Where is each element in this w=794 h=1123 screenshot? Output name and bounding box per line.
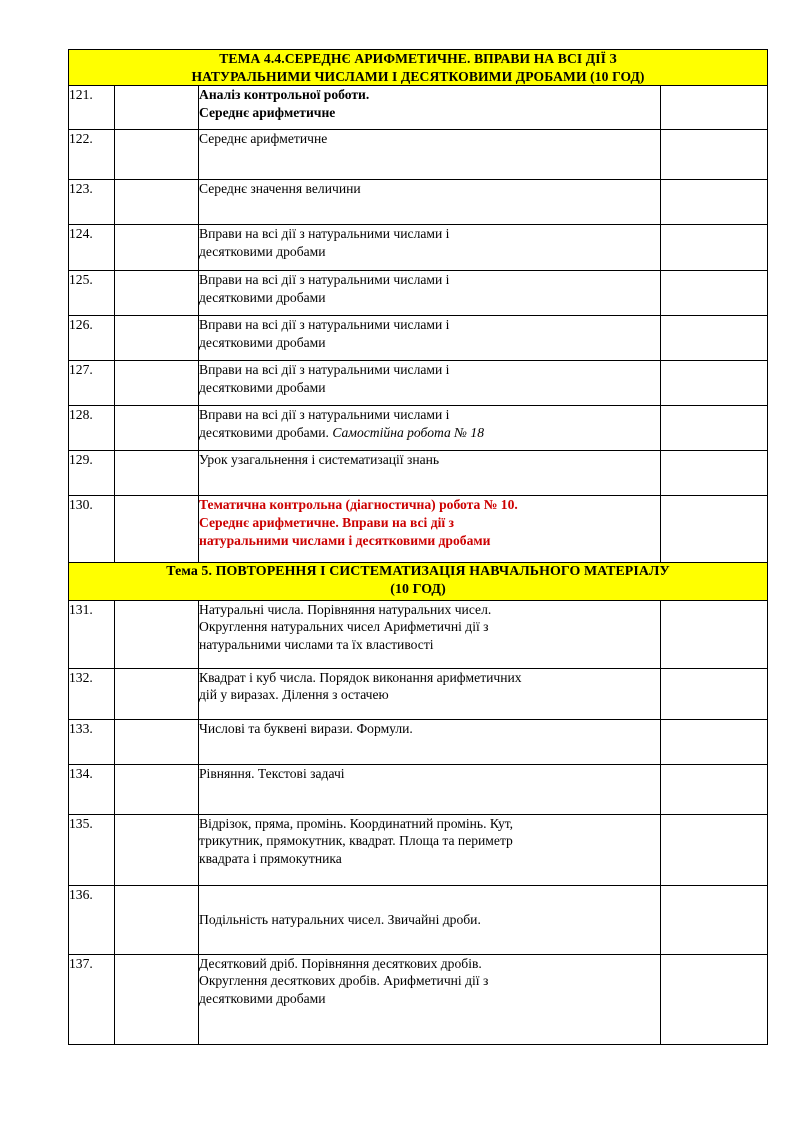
topic-line: Тематична контрольна (діагностична) робота № 10. <box>199 497 518 513</box>
topic-line: дій у виразах. Ділення з остачею <box>199 687 389 703</box>
row-number: 123. <box>69 180 115 225</box>
assignment-label: Самостійна робота № 18 <box>332 425 484 441</box>
topic-line: натуральними числами і десятковими дробами <box>199 532 491 548</box>
row-topic <box>199 180 661 225</box>
row-note-cell[interactable] <box>661 719 768 764</box>
topic-line: десятковими дробами <box>199 380 326 396</box>
row-number: 137. <box>69 954 115 1044</box>
row-number: 131. <box>69 600 115 668</box>
topic-line: квадрата і прямокутника <box>199 850 342 866</box>
row-date-cell[interactable] <box>115 814 199 885</box>
table-row <box>69 451 768 496</box>
section-title-line: (10 ГОД) <box>390 582 446 598</box>
row-date-cell[interactable] <box>115 764 199 814</box>
row-date-cell[interactable] <box>115 668 199 719</box>
row-topic <box>199 86 661 130</box>
row-date-cell[interactable] <box>115 496 199 563</box>
row-number: 129. <box>69 451 115 496</box>
row-date-cell[interactable] <box>115 225 199 271</box>
row-note-cell[interactable] <box>661 764 768 814</box>
topic-line: натуральними числами та їх властивості <box>199 636 434 652</box>
row-date-cell[interactable] <box>115 600 199 668</box>
row-note-cell[interactable] <box>661 814 768 885</box>
lesson-plan-table <box>68 49 768 1045</box>
row-number: 121. <box>69 86 115 130</box>
row-number: 126. <box>69 316 115 361</box>
row-number: 130. <box>69 496 115 563</box>
row-topic <box>199 130 661 180</box>
table-row <box>69 316 768 361</box>
row-note-cell[interactable] <box>661 316 768 361</box>
row-date-cell[interactable] <box>115 885 199 954</box>
row-date-cell[interactable] <box>115 451 199 496</box>
row-topic <box>199 406 661 451</box>
section-title-line: Тема 5. ПОВТОРЕННЯ І СИСТЕМАТИЗАЦІЯ НАВЧАЛЬНОГО МАТЕРІАЛУ <box>166 564 670 580</box>
row-number: 122. <box>69 130 115 180</box>
row-topic <box>199 225 661 271</box>
table-row <box>69 406 768 451</box>
topic-line: десятковими дробами <box>199 990 326 1006</box>
row-note-cell[interactable] <box>661 668 768 719</box>
section-header-theme-5 <box>69 563 768 600</box>
table-row <box>69 180 768 225</box>
table-row <box>69 764 768 814</box>
row-topic <box>199 451 661 496</box>
topic-line: Рівняння. Текстові задачі <box>199 765 345 781</box>
topic-line: Вправи на всі дії з натуральними числами і <box>199 272 450 288</box>
table-row <box>69 885 768 954</box>
table-row <box>69 814 768 885</box>
row-topic <box>199 719 661 764</box>
section-title-line: ТЕМА 4.4.СЕРЕДНЄ АРИФМЕТИЧНЕ. ВПРАВИ НА ВСІ ДІЇ З <box>219 51 617 66</box>
section-title-line: НАТУРАЛЬНИМИ ЧИСЛАМИ І ДЕСЯТКОВИМИ ДРОБАМИ (10 ГОД) <box>191 68 645 84</box>
topic-line-with-assignment <box>199 424 660 442</box>
topic-line: Вправи на всі дії з натуральними числами і <box>199 317 450 333</box>
row-number: 133. <box>69 719 115 764</box>
row-topic <box>199 271 661 316</box>
row-note-cell[interactable] <box>661 496 768 563</box>
section-header-row <box>69 563 768 600</box>
table-row <box>69 130 768 180</box>
row-number: 125. <box>69 271 115 316</box>
topic-line: Числові та буквені вирази. Формули. <box>199 720 413 736</box>
row-number: 135. <box>69 814 115 885</box>
row-date-cell[interactable] <box>115 130 199 180</box>
topic-line: десятковими дробами <box>199 290 326 306</box>
row-date-cell[interactable] <box>115 406 199 451</box>
row-topic <box>199 814 661 885</box>
topic-line: Квадрат і куб числа. Порядок виконання арифметичних <box>199 669 522 685</box>
row-date-cell[interactable] <box>115 180 199 225</box>
row-note-cell[interactable] <box>661 451 768 496</box>
row-number: 136. <box>69 885 115 954</box>
row-number: 124. <box>69 225 115 271</box>
topic-line-text: десятковими дробами. <box>199 425 333 441</box>
section-header-theme-4-4 <box>69 50 768 86</box>
topic-line: Подільність натуральних чисел. Звичайні дроби. <box>199 911 481 927</box>
row-number: 128. <box>69 406 115 451</box>
row-date-cell[interactable] <box>115 316 199 361</box>
row-number: 134. <box>69 764 115 814</box>
topic-line: Аналіз контрольної роботи. <box>199 87 370 103</box>
table-row <box>69 719 768 764</box>
row-note-cell[interactable] <box>661 954 768 1044</box>
lesson-plan-body <box>69 50 768 1045</box>
topic-line: Середнє арифметичне <box>199 131 328 147</box>
topic-line: Середнє значення величини <box>199 181 361 197</box>
table-row <box>69 600 768 668</box>
row-topic <box>199 600 661 668</box>
topic-line: Середнє арифметичне <box>199 105 336 121</box>
row-number: 127. <box>69 361 115 406</box>
table-row <box>69 954 768 1044</box>
row-topic <box>199 668 661 719</box>
topic-line: Середнє арифметичне. Вправи на всі дії з <box>199 515 455 531</box>
topic-line: десятковими дробами <box>199 244 326 260</box>
row-date-cell[interactable] <box>115 719 199 764</box>
row-topic <box>199 954 661 1044</box>
topic-line: десятковими дробами <box>199 335 326 351</box>
row-note-cell[interactable] <box>661 180 768 225</box>
topic-line: Натуральні числа. Порівняння натуральних чисел. <box>199 601 492 617</box>
row-note-cell[interactable] <box>661 406 768 451</box>
table-row <box>69 225 768 271</box>
row-date-cell[interactable] <box>115 86 199 130</box>
table-row <box>69 668 768 719</box>
row-date-cell[interactable] <box>115 361 199 406</box>
table-row <box>69 86 768 130</box>
row-note-cell[interactable] <box>661 86 768 130</box>
row-note-cell[interactable] <box>661 361 768 406</box>
table-row <box>69 496 768 563</box>
section-header-row <box>69 50 768 86</box>
topic-line: Десятковий дріб. Порівняння десяткових дробів. <box>199 955 482 971</box>
topic-line: Округлення десяткових дробів. Арифметичні дії з <box>199 973 489 989</box>
table-row <box>69 271 768 316</box>
topic-line: Округлення натуральних чисел Арифметичні дії з <box>199 619 489 635</box>
row-number: 132. <box>69 668 115 719</box>
topic-line: трикутник, прямокутник, квадрат. Площа та периметр <box>199 833 513 849</box>
row-note-cell[interactable] <box>661 885 768 954</box>
row-topic <box>199 885 661 954</box>
row-note-cell[interactable] <box>661 225 768 271</box>
row-note-cell[interactable] <box>661 600 768 668</box>
row-date-cell[interactable] <box>115 271 199 316</box>
row-date-cell[interactable] <box>115 954 199 1044</box>
row-topic <box>199 361 661 406</box>
row-topic <box>199 764 661 814</box>
topic-line: Урок узагальнення і систематизації знань <box>199 452 440 468</box>
topic-line: Вправи на всі дії з натуральними числами і <box>199 362 450 378</box>
row-note-cell[interactable] <box>661 130 768 180</box>
table-row <box>69 361 768 406</box>
row-topic <box>199 316 661 361</box>
row-note-cell[interactable] <box>661 271 768 316</box>
topic-line: Відрізок, пряма, промінь. Координатний промінь. Кут, <box>199 815 514 831</box>
topic-line: Вправи на всі дії з натуральними числами і <box>199 226 450 242</box>
row-topic-highlighted <box>199 496 661 563</box>
topic-line: Вправи на всі дії з натуральними числами і <box>199 407 450 423</box>
